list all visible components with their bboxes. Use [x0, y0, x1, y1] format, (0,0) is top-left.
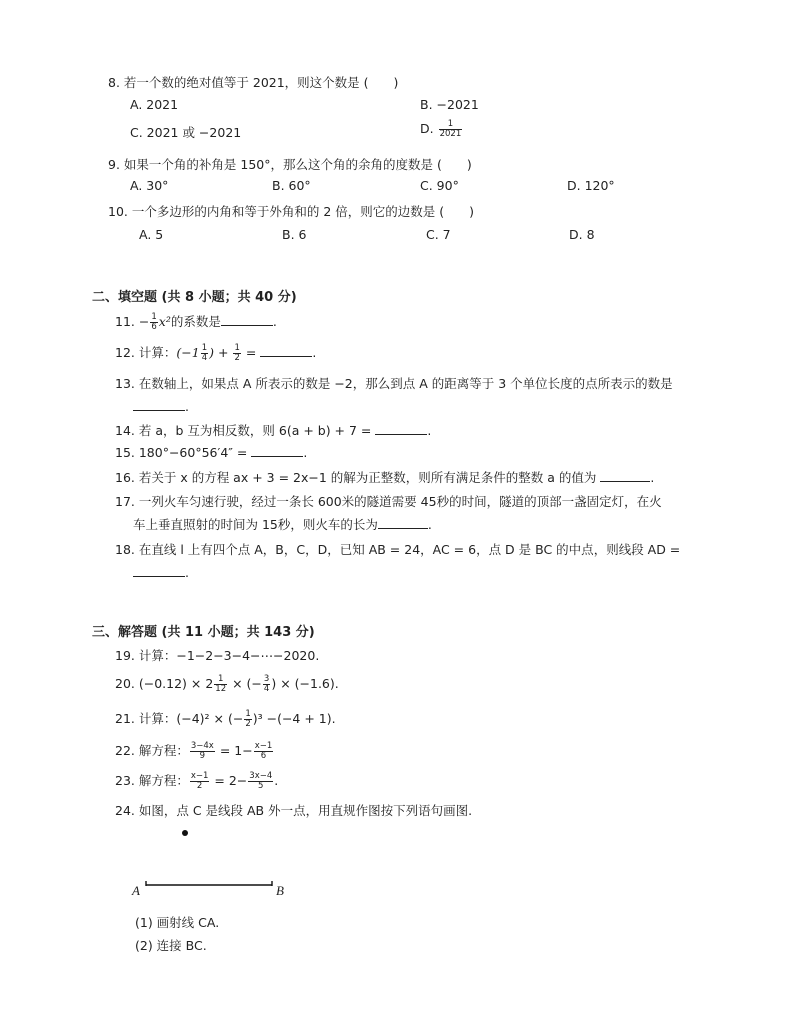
question-23: [115, 772, 278, 791]
q17-period: .: [427, 517, 432, 532]
fraction-denominator: 5: [258, 781, 264, 791]
q22-fraction-1: [190, 742, 215, 761]
question-18-line-1: 18. 在直线 l 上有四个点 A，B，C，D，已知 AB = 24，AC = 6，点 D 是 BC 的中点，则线段 AD =: [115, 542, 681, 557]
fraction-denominator: 2: [245, 719, 251, 729]
q12-plus: +: [218, 345, 229, 360]
q15-period: .: [303, 445, 308, 460]
fraction-denominator: 2021: [439, 129, 462, 139]
q23-fraction-2: [248, 772, 273, 791]
q17-text-2: 车上垂直照射的时间为 15秒，则火车的长为: [133, 517, 378, 532]
q17-answer-blank[interactable]: [378, 516, 428, 529]
q10-option-b: B. 6: [282, 227, 307, 242]
q8-option-d: [420, 120, 463, 139]
question-13-line-1: 13. 在数轴上，如果点 A 所表示的数是 −2，那么到点 A 的距离等于 3 个单位长度的点所表示的数是: [115, 376, 673, 391]
q18-period: .: [185, 565, 189, 580]
q8-option-b: B. −2021: [420, 97, 479, 112]
q14-period: .: [427, 423, 432, 438]
question-21: [115, 710, 336, 729]
question-12: [115, 344, 316, 363]
fraction-denominator: 4: [263, 684, 270, 694]
q22-middle: = 1−: [219, 743, 253, 758]
q11-period: .: [272, 314, 277, 329]
fraction-denominator: 9: [199, 751, 206, 761]
question-18-line-2: [133, 564, 189, 582]
q12-fraction-1: [201, 344, 208, 363]
fraction-numerator: x−1: [190, 771, 209, 781]
q16-answer-blank[interactable]: [600, 469, 650, 482]
q20-fraction-2: [263, 675, 270, 694]
fraction-denominator: 2: [234, 353, 240, 363]
question-20: [115, 675, 339, 694]
q18-answer-blank[interactable]: [133, 564, 185, 577]
question-16: [115, 469, 654, 487]
q24-step-2: (2) 连接 BC.: [135, 938, 207, 953]
fraction-numerator: 1: [439, 120, 463, 130]
fraction-numerator: 1: [234, 343, 240, 353]
q22-fraction-2: [254, 742, 274, 761]
fraction-numerator: 1: [245, 709, 251, 719]
q12-equals: =: [245, 345, 257, 360]
q16-text: 16. 若关于 x 的方程 ax + 3 = 2x−1 的解为正整数，则所有满足条件的整数 a 的值为: [115, 470, 597, 485]
question-11: [115, 313, 277, 332]
fraction-numerator: 3x−4: [249, 771, 273, 781]
q10-option-a: A. 5: [139, 227, 164, 242]
q8-option-c: C. 2021 或 −2021: [130, 125, 242, 140]
q22-prefix: 22. 解方程：: [115, 743, 189, 758]
q11-fraction: [150, 313, 157, 332]
q11-variable: x²: [158, 314, 171, 329]
q13-period: .: [185, 399, 189, 414]
label-a: A: [132, 883, 140, 898]
q24-step-1: (1) 画射线 CA.: [135, 915, 220, 930]
q14-answer-blank[interactable]: [375, 422, 427, 435]
q11-sign: −: [138, 314, 150, 329]
q12-rparen: ): [209, 345, 215, 360]
q11-number: 11.: [115, 314, 135, 329]
q20-prefix: 20. (−0.12) × 2: [115, 676, 214, 691]
question-8-stem: 8. 若一个数的绝对值等于 2021，则这个数是 ( ): [108, 75, 399, 90]
fraction-numerator: 3−4x: [190, 741, 214, 751]
q16-period: .: [650, 470, 655, 485]
q8-option-a: A. 2021: [130, 97, 179, 112]
section-3-title: 三、解答题 (共 11 小题；共 143 分): [92, 625, 315, 640]
question-17-line-1: 17. 一列火车匀速行驶，经过一条长 600米的隧道需要 45秒的时间，隧道的顶部一盏固定灯，在火: [115, 494, 662, 509]
q8-option-d-fraction: [439, 120, 463, 139]
q11-answer-blank[interactable]: [221, 313, 273, 326]
question-24: 24. 如图，点 C 是线段 AB 外一点，用直规作图按下列语句画图.: [115, 803, 473, 818]
q20-suffix: ) × (−1.6).: [271, 676, 339, 691]
q12-prefix: 计算：: [138, 345, 177, 360]
q12-answer-blank[interactable]: [260, 344, 312, 357]
question-15: [115, 444, 307, 462]
question-10-stem: 10. 一个多边形的内角和等于外角和的 2 倍，则它的边数是 ( ): [108, 204, 474, 219]
q20-fraction-1: [214, 675, 227, 694]
q9-option-d: D. 120°: [567, 178, 615, 193]
fraction-numerator: 1: [214, 675, 227, 685]
section-2-title: 二、填空题 (共 8 小题；共 40 分): [92, 290, 297, 305]
q21-suffix: )³ −(−4 + 1).: [252, 711, 336, 726]
q23-fraction-1: [190, 772, 210, 791]
fraction-denominator: 6: [260, 751, 267, 761]
point-c-dot: [182, 830, 188, 836]
q12-period: .: [312, 345, 317, 360]
q23-prefix: 23. 解方程：: [115, 773, 189, 788]
fraction-numerator: x−1: [254, 741, 273, 751]
q23-middle: = 2−: [214, 773, 248, 788]
q15-answer-blank[interactable]: [251, 444, 303, 457]
fraction-denominator: 12: [215, 684, 227, 694]
question-9-stem: 9. 如果一个角的补角是 150°，那么这个角的余角的度数是 ( ): [108, 157, 472, 172]
fraction-numerator: 1: [151, 312, 157, 322]
fraction-denominator: 4: [201, 353, 208, 363]
q10-option-d: D. 8: [569, 227, 595, 242]
fraction-denominator: 2: [196, 781, 203, 791]
q24-figure: [120, 820, 320, 910]
q21-prefix: 21. 计算：(−4)² × (−: [115, 711, 244, 726]
q20-middle: × (−: [232, 676, 262, 691]
question-14: [115, 422, 431, 440]
q12-fraction-2: [233, 344, 240, 363]
q10-option-c: C. 7: [426, 227, 451, 242]
fraction-numerator: 3: [263, 674, 270, 684]
label-b: B: [276, 883, 284, 898]
q13-answer-blank[interactable]: [133, 398, 185, 411]
question-13-line-2: [133, 398, 189, 416]
q9-option-a: A. 30°: [130, 178, 169, 193]
q12-lparen: (−1: [176, 345, 200, 360]
q21-fraction: [244, 710, 251, 729]
q9-option-b: B. 60°: [272, 178, 311, 193]
fraction-numerator: 1: [201, 343, 208, 353]
fraction-denominator: 6: [151, 322, 157, 332]
q12-number: 12.: [115, 345, 135, 360]
q14-text: 14. 若 a，b 互为相反数，则 6(a + b) + 7 =: [115, 423, 372, 438]
question-22: [115, 742, 274, 761]
q11-text: 的系数是: [170, 314, 221, 329]
q9-option-c: C. 90°: [420, 178, 459, 193]
q15-text: 15. 180°−60°56′4″ =: [115, 445, 248, 460]
question-17-line-2: [133, 516, 432, 534]
question-19: 19. 计算：−1−2−3−4−⋯−2020.: [115, 648, 320, 663]
q8-option-d-label: D.: [420, 121, 434, 136]
q23-period: .: [274, 773, 279, 788]
